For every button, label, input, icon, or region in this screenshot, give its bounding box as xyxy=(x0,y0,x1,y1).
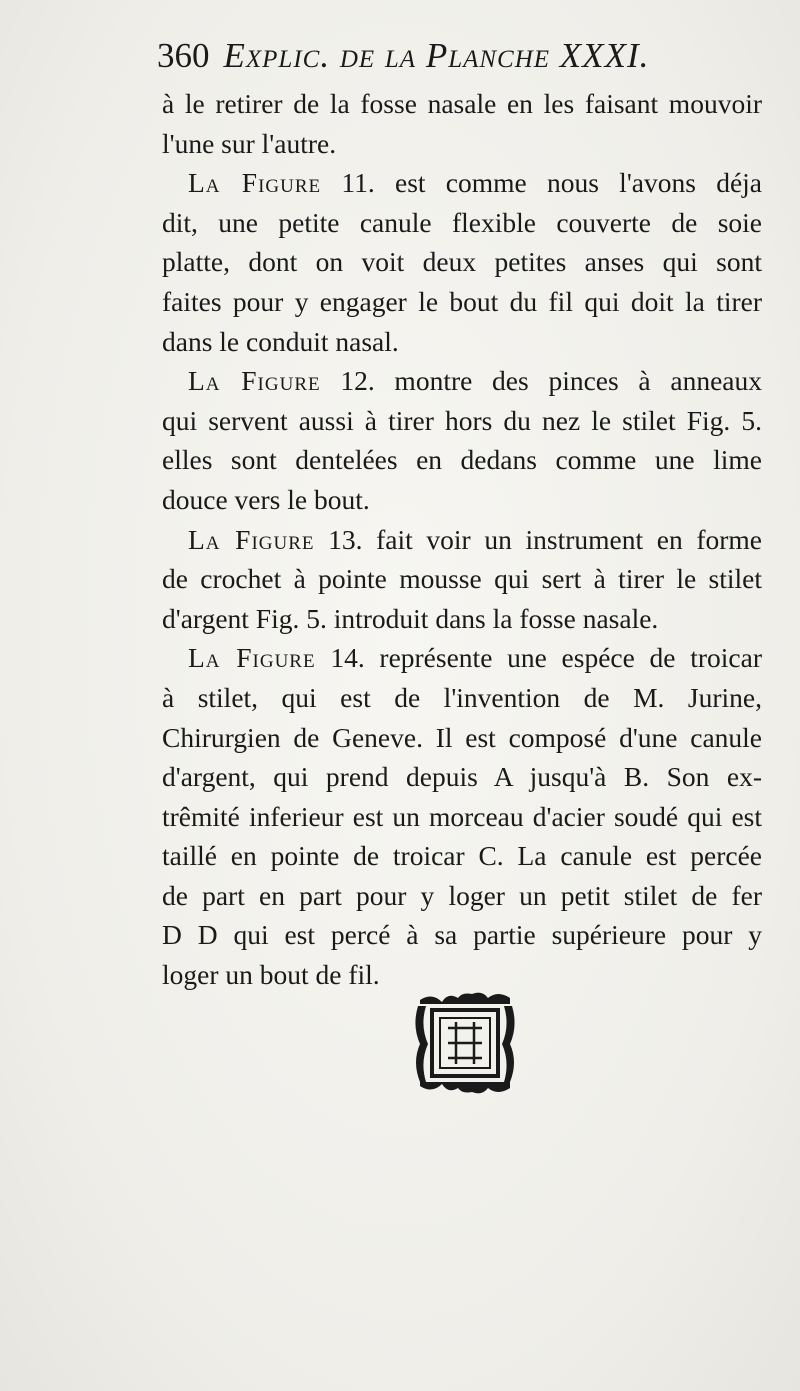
text-line xyxy=(162,836,762,876)
line-text: 14. représente une espéce de troicar xyxy=(315,642,762,674)
text-line xyxy=(162,163,762,203)
text-line xyxy=(162,361,762,401)
line-text: faites pour y engager le bout du fil qui doit la tirer xyxy=(162,285,762,317)
figure-label: La Figure xyxy=(188,167,322,199)
text-line xyxy=(162,282,762,322)
text-line xyxy=(162,84,762,124)
line-text: de part en part pour y loger un petit stilet de fer xyxy=(162,879,762,911)
line-text: loger un bout de fil. xyxy=(162,959,380,991)
page-number: 360 xyxy=(157,36,210,75)
line-text: de crochet à pointe mousse qui sert à tirer le stilet xyxy=(162,563,762,595)
text-line xyxy=(162,322,762,362)
line-text: 11. est comme nous l'avons déja xyxy=(321,167,762,199)
line-text: elles sont dentelées en dedans comme une lime xyxy=(162,444,762,476)
text-line xyxy=(162,915,762,955)
text-line xyxy=(162,678,762,718)
line-text: 12. montre des pinces à anneaux xyxy=(320,365,762,397)
text-line xyxy=(162,401,762,441)
text-line xyxy=(162,876,762,916)
text-line xyxy=(162,599,762,639)
line-text: D D qui est percé à sa partie supérieure pour y xyxy=(162,919,762,951)
text-line xyxy=(162,638,762,678)
line-text: l'une sur l'autre. xyxy=(162,127,337,159)
line-text: d'argent, qui prend depuis A jusqu'à B. Son ex- xyxy=(162,761,762,793)
text-line xyxy=(162,242,762,282)
text-line xyxy=(162,757,762,797)
line-text: taillé en pointe de troicar C. La canule est percée xyxy=(162,840,762,872)
text-line xyxy=(162,440,762,480)
figure-label: La Figure xyxy=(188,523,315,555)
body-text xyxy=(162,84,762,995)
text-line xyxy=(162,203,762,243)
running-header xyxy=(157,36,747,86)
figure-label: La Figure xyxy=(188,642,316,674)
line-text: platte, dont on voit deux petites anses qui sont xyxy=(162,246,762,278)
line-text: à le retirer de la fosse nasale en les faisant mouvoir xyxy=(162,88,762,119)
line-text: à stilet, qui est de l'invention de M. Jurine, xyxy=(162,681,762,713)
line-text: trêmité inferieur est un morceau d'acier soudé qui est xyxy=(162,800,762,832)
line-text: dans le conduit nasal. xyxy=(162,325,399,357)
line-text: d'argent Fig. 5. introduit dans la fosse nasale. xyxy=(162,602,659,634)
text-line xyxy=(162,797,762,837)
line-text: douce vers le bout. xyxy=(162,483,370,515)
line-text: Chirurgien de Geneve. Il est composé d'une canule xyxy=(162,721,762,753)
text-line xyxy=(162,520,762,560)
figure-label: La Figure xyxy=(188,365,321,397)
text-line xyxy=(162,480,762,520)
text-line xyxy=(162,124,762,164)
printer-ornament-icon xyxy=(410,988,520,1098)
text-line xyxy=(162,718,762,758)
line-text: 13. fait voir un instrument en forme xyxy=(314,523,762,555)
line-text: qui servent aussi à tirer hors du nez le stilet Fig. 5. xyxy=(162,404,762,436)
running-title: Explic. de la Planche XXXI. xyxy=(223,36,650,75)
line-text: dit, une petite canule flexible couverte de soie xyxy=(162,206,762,238)
text-line xyxy=(162,559,762,599)
